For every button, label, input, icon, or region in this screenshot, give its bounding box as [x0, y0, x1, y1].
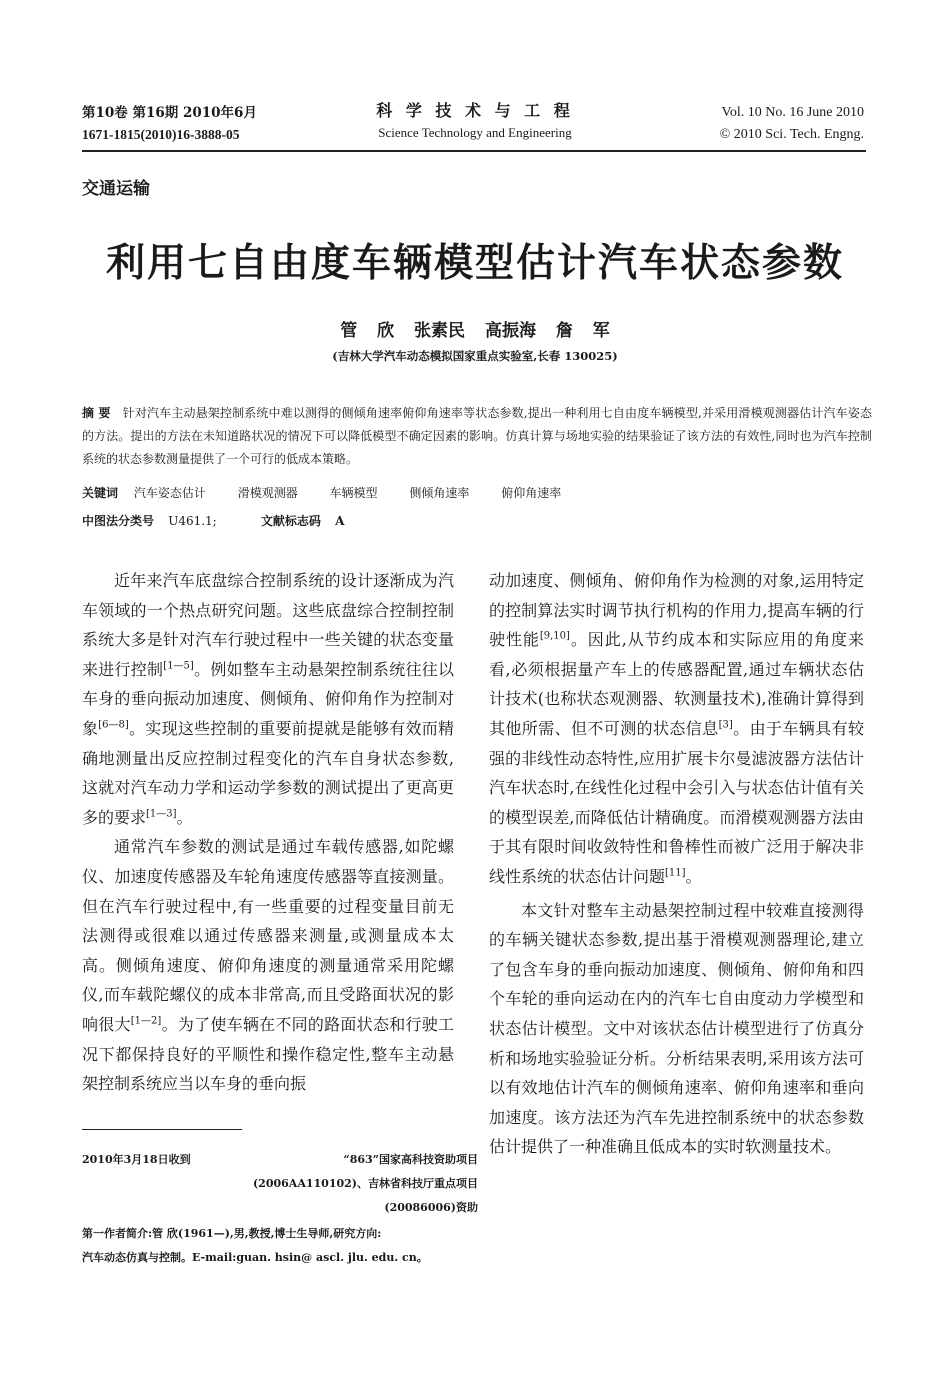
footnote-received — [82, 1148, 478, 1220]
text-run: 通常汽车参数的测试是通过车载传感器,如陀螺仪、加速度传感器及车轮角速度传感器等直接测量。但在汽车行驶过程中,有一些重要的过程变量目前无法测得或很难以通过传感器来测量,或测量成本太高。侧倾角速度、俯仰角速度的测量通常采用陀螺仪,而车载陀螺仪的成本非常高,而且受路面状况的影响很大 — [82, 837, 454, 1034]
paragraph — [82, 566, 454, 832]
text-run: 动加速度、侧倾角、俯仰角作为检测的对象,运用特定的控制算法实时调节执行机构的作用力,提高车辆的行驶性能 — [489, 571, 864, 650]
text-run: 。为了使车辆在不同的路面状态和行驶工况下都保持良好的平顺性和操作稳定性,整车主动悬架控制系统应当以车身的垂向振 — [82, 1014, 454, 1094]
fund-line: (20086006)资助 — [384, 1201, 478, 1214]
journal-name-cn: 科 学 技 术 与 工 程 — [376, 101, 574, 120]
section-label: 交通运输 — [82, 179, 150, 199]
keywords-label: 关键词 — [82, 486, 119, 500]
body-column-left — [82, 566, 454, 1099]
paragraph — [82, 832, 454, 1098]
text-run: 。 — [176, 807, 193, 827]
abstract — [82, 402, 872, 471]
journal-issue-info — [82, 102, 257, 146]
footnote-rule — [82, 1129, 242, 1130]
issn-line: 1671-1815(2010)16-3888-05 — [82, 127, 240, 142]
citation: [1—3] — [146, 808, 177, 820]
clc-label: 中图法分类号 — [82, 514, 155, 528]
citation: [6—8] — [98, 719, 129, 731]
citation: [11] — [665, 867, 686, 879]
text-run: 。由于车辆具有较强的非线性动态特性,应用扩展卡尔曼滤波器方法估计汽车状态时,在线性化过程中会引入与状态估计值有关的模型误差,而降低估计精确度。而滑模观测器方法由于其有限时间收敛特性和鲁棒性而被广泛用于解决非线性系统的状态估计问题 — [489, 718, 864, 886]
keyword: 滑模观测器 — [237, 486, 298, 500]
doc-code-value: A — [335, 514, 345, 528]
copyright-line: © 2010 Sci. Tech. Engng. — [719, 127, 864, 142]
paragraph: 本文针对整车主动悬架控制过程中较难直接测得的车辆关键状态参数,提出基于滑模观测器理论,建立了包含车身的垂向振动加速度、侧倾角、俯仰角和四个车轮的垂向运动在内的汽车七自由度动力学模型和状态估计模型。文中对该状态估计模型进行了仿真分析和场地实验验证分析。分析结果表明,采用该方法可以有效地估计汽车的侧倾角速率、俯仰角速率和垂向加速度。该方法还为汽车先进控制系统中的状态参数估计提供了一种准确且低成本的实时软测量技术。 — [489, 900, 864, 1157]
journal-name — [300, 100, 650, 144]
header-rule-thick — [82, 150, 866, 152]
keyword: 汽车姿态估计 — [133, 486, 206, 500]
classification — [82, 510, 872, 533]
paper-title: 利用七自由度车辆模型估计汽车状态参数 — [105, 240, 844, 286]
keywords — [82, 482, 872, 505]
text-run: 。 — [685, 866, 702, 886]
keyword: 俯仰角速率 — [501, 486, 562, 500]
volume-line: Vol. 10 No. 16 June 2010 — [721, 105, 864, 120]
footnote-author — [82, 1222, 478, 1270]
citation: [3] — [718, 719, 733, 731]
text-run: 。例如整车主动悬架控制系统往往以车身的垂向振动加速度、侧倾角、俯仰角作为控制对象 — [82, 659, 454, 738]
body-column-right — [489, 566, 864, 1162]
text-run: 。实现这些控制的重要前提就是能够有效而精确地测量出反应控制过程变化的汽车自身状态参数,这就对汽车动力学和运动学参数的测试提出了更高更多的要求 — [82, 718, 454, 827]
fund-line: “863”国家高科技资助项目 — [343, 1153, 478, 1166]
author-bio-line: 汽车动态仿真与控制。E-mail:guan. hsin@ ascl. jlu. edu. cn。 — [82, 1251, 428, 1264]
text-run: 近年来汽车底盘综合控制系统的设计逐渐成为汽车领域的一个热点研究问题。这些底盘综合控制控制系统大多是针对汽车行驶过程中一些关键的状态变量来进行控制 — [82, 571, 454, 679]
issue-line: 第10卷 第16期 2010年6月 — [82, 105, 257, 121]
authors: 管 欣 张素民 高振海 詹 军 — [340, 321, 610, 341]
citation: [1—5] — [163, 660, 194, 672]
keyword: 车辆模型 — [329, 486, 378, 500]
journal-name-en: Science Technology and Engineering — [378, 125, 572, 140]
journal-volume-info — [640, 102, 864, 146]
author-bio-line: 第一作者简介:管 欣(1961—),男,教授,博士生导师,研究方向: — [82, 1227, 382, 1240]
fund-line: (2006AA110102)、吉林省科技厅重点项目 — [252, 1177, 478, 1190]
citation: [9,10] — [539, 630, 570, 642]
affiliation: (吉林大学汽车动态模拟国家重点实验室,长春 130025) — [332, 349, 618, 363]
keyword: 侧倾角速率 — [409, 486, 470, 500]
abstract-label: 摘 要 — [82, 406, 111, 420]
doc-code-label: 文献标志码 — [260, 514, 321, 528]
citation: [1—2] — [130, 1015, 162, 1027]
paragraph — [489, 566, 864, 892]
text-run: 。因此,从节约成本和实际应用的角度来看,必须根据量产车上的传感器配置,通过车辆状态估计技术(也称状态观测器、软测量技术),准确计算得到其他所需、但不可测的状态信息 — [489, 630, 864, 738]
received-date: 2010年3月18日收到 — [82, 1153, 191, 1166]
clc-value: U461.1; — [168, 514, 217, 528]
abstract-text: 针对汽车主动悬架控制系统中难以测得的侧倾角速率俯仰角速率等状态参数,提出一种利用七自由度车辆模型,并采用滑模观测器估计汽车姿态的方法。提出的方法在未知道路状况的情况下可以降低模型不确定因素的影响。仿真计算与场地实验的结果验证了该方法的有效性,同时也为汽车控制系统的状态参数测量提供了一个可行的低成本策略。 — [82, 406, 872, 466]
